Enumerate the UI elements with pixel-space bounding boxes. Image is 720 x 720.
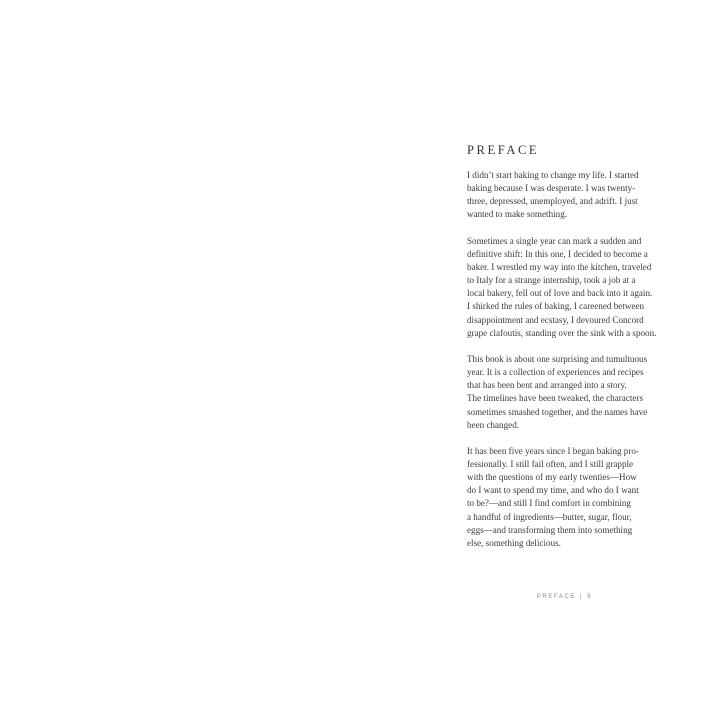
text-line: fessionally. I still fail often, and I still grapple	[467, 458, 634, 469]
paragraph	[467, 169, 662, 222]
text-line: been changed.	[467, 419, 520, 430]
text-line: three, depressed, unemployed, and adrift. I just	[467, 196, 638, 207]
text-line: do I want to spend my time, and who do I want	[467, 485, 639, 496]
text-line: definitive shift: In this one, I decided to become a	[467, 248, 648, 259]
page-number: 9	[587, 594, 593, 600]
text-line: else, something delicious.	[467, 537, 561, 548]
text-line: I shirked the rules of baking, I careened between	[467, 301, 644, 312]
footer-section-label: PREFACE	[536, 594, 577, 600]
paragraph	[467, 353, 662, 432]
text-line: sometimes smashed together, and the names have	[467, 406, 648, 417]
paragraph	[467, 445, 662, 550]
body-text	[467, 169, 662, 550]
text-line: The timelines have been tweaked, the characters	[467, 393, 643, 404]
chapter-heading: PREFACE	[467, 143, 540, 157]
text-line: to Italy for a strange internship, took a job at a	[467, 275, 636, 286]
preface-text-block	[467, 143, 662, 563]
text-line: I didn’t start baking to change my life. I started	[467, 170, 639, 180]
text-line: a handful of ingredients—butter, sugar, flour,	[467, 511, 632, 522]
text-line: disappointment and ecstasy, I devoured Concord	[467, 314, 644, 325]
paragraph	[467, 235, 662, 340]
running-footer	[467, 593, 662, 601]
footer-separator: |	[580, 594, 584, 600]
text-line: local bakery, fell out of love and back into it again.	[467, 288, 653, 299]
text-line: baker. I wrestled my way into the kitchen, traveled	[467, 261, 652, 272]
text-line: that has been bent and arranged into a story.	[467, 380, 627, 391]
text-line: grape clafoutis, standing over the sink with a spoon.	[467, 327, 657, 338]
text-line: with the questions of my early twenties—How	[467, 472, 637, 483]
text-line: year. It is a collection of experiences and recipes	[467, 367, 644, 378]
text-line: Sometimes a single year can mark a sudden and	[467, 235, 642, 246]
text-line: eggs—and transforming them into something	[467, 524, 633, 535]
text-line: to be?—and still I find comfort in combining	[467, 498, 631, 509]
text-line: wanted to make something.	[467, 209, 568, 220]
text-line: This book is about one surprising and tumultuous	[467, 353, 648, 364]
text-line: It has been five years since I began baking pro-	[467, 445, 639, 456]
text-line: baking because I was desperate. I was twenty-	[467, 183, 636, 194]
